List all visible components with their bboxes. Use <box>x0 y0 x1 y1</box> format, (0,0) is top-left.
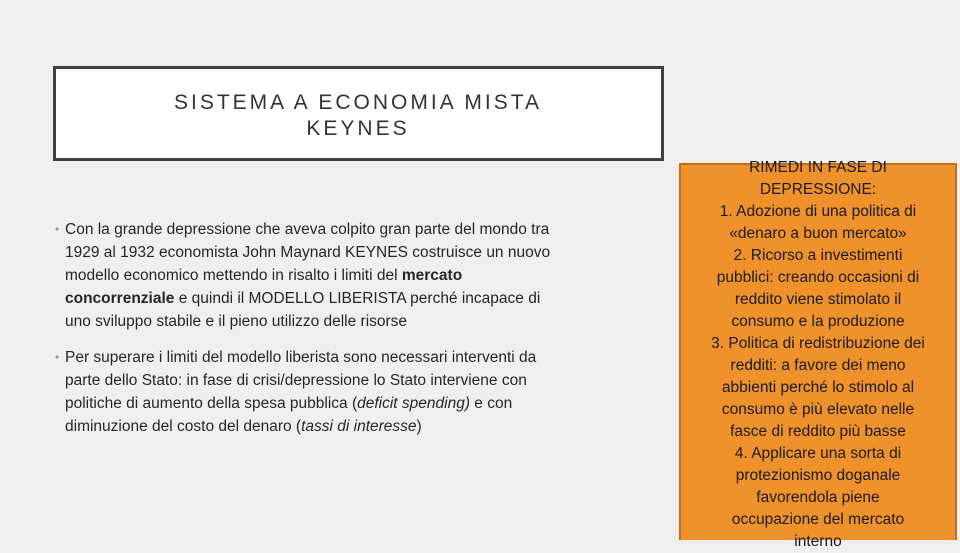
remedies-line: redditi: a favore dei meno <box>730 357 906 374</box>
bullet-italic-text: tassi di interesse <box>301 418 417 435</box>
title-line-2: KEYNES <box>306 117 410 140</box>
remedies-line: RIMEDI IN FASE DI <box>749 159 887 176</box>
remedies-box <box>679 159 957 550</box>
bullet-bold-text: mercato concorrenziale <box>65 267 463 307</box>
bullet-text-part: Per superare i limiti del modello liberista sono necessari interventi da parte dello Stato: in fase di crisi/depressione lo Stato interviene con politiche di aumento della spesa pubblica ( <box>65 349 537 412</box>
remedies-line: occupazione del mercato <box>731 511 905 528</box>
bullet-text <box>65 346 565 438</box>
slide-title <box>133 90 583 142</box>
remedies-line: consumo e la produzione <box>731 313 905 330</box>
bullet-dot-icon: • <box>55 222 60 236</box>
bullet-list <box>55 218 565 451</box>
remedies-line: «denaro a buon mercato» <box>729 225 907 242</box>
remedies-line: DEPRESSIONE: <box>759 181 877 198</box>
remedies-line: 3. Politica di redistribuzione dei <box>711 335 925 352</box>
remedies-line: 2. Ricorso a investimenti <box>733 247 903 264</box>
remedies-line: favorendola piene <box>756 489 880 506</box>
bullet-text-part: e con diminuzione del costo del denaro ( <box>65 395 513 435</box>
remedies-line: pubblici: creando occasioni di <box>716 269 920 286</box>
remedies-line: fasce di reddito più basse <box>730 423 906 440</box>
bullet-dot-icon: • <box>55 350 60 364</box>
remedies-line: consumo è più elevato nelle <box>721 401 915 418</box>
remedies-line: protezionismo doganale <box>735 467 901 484</box>
remedies-line: interno <box>794 533 842 550</box>
bullet-text-part: ) <box>416 418 422 435</box>
remedies-line: abbienti perché lo stimolo al <box>721 379 915 396</box>
title-line-1: SISTEMA A ECONOMIA MISTA <box>173 91 542 114</box>
remedies-line: 4. Applicare una sorta di <box>734 445 902 462</box>
bullet-item <box>55 346 565 438</box>
remedies-line: 1. Adozione di una politica di <box>719 203 917 220</box>
bullet-item <box>55 218 565 333</box>
remedies-line: reddito viene stimolato il <box>734 291 902 308</box>
bullet-italic-text: deficit spending) <box>357 395 470 412</box>
bullet-text-part: e quindi il MODELLO LIBERISTA perché incapace di uno sviluppo stabile e il pieno utilizzo delle risorse <box>65 290 541 330</box>
bullet-text <box>65 218 565 333</box>
bullet-text-part: Con la grande depressione che aveva colpito gran parte del mondo tra 1929 al 1932 economista John Maynard KEYNES costruisce un nuovo modello economico mettendo in risalto i limiti del <box>65 221 551 284</box>
remedies-text <box>681 157 955 553</box>
title-box <box>53 66 664 161</box>
